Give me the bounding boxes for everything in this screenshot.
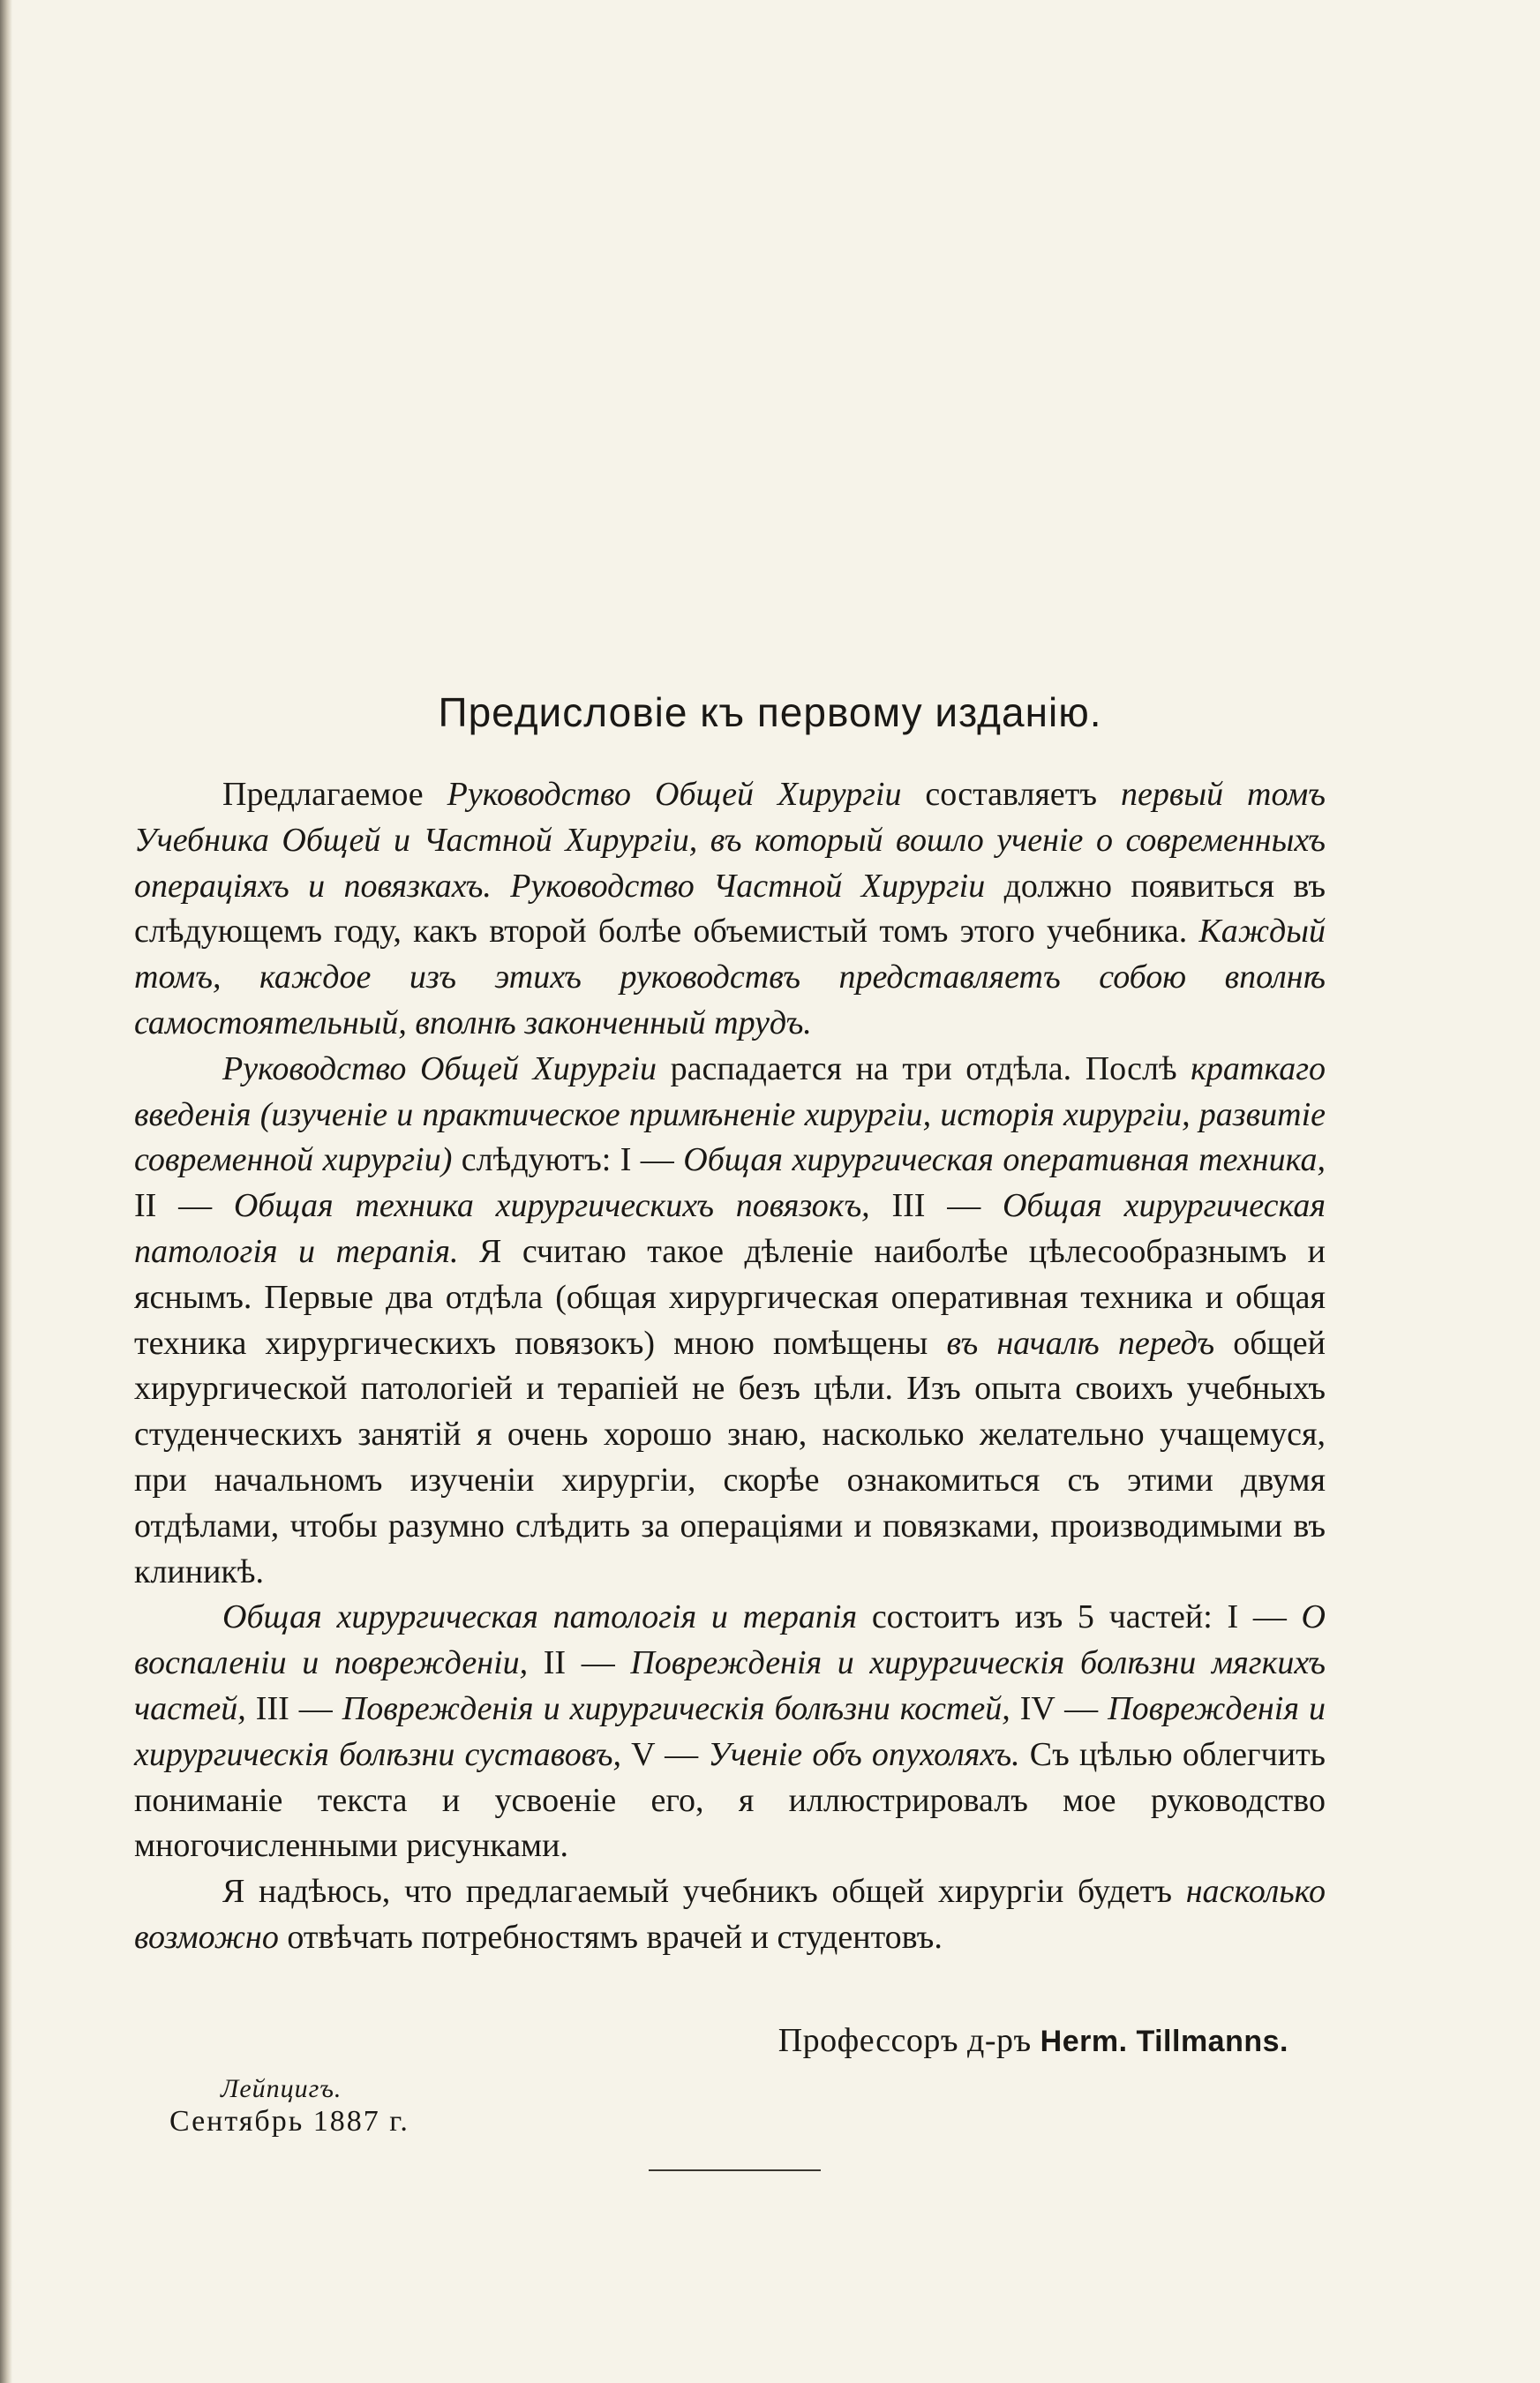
italic-text-run: Поврежденія и хирургическія болѣзни мягкихъ частей, (134, 1644, 1326, 1727)
italic-text-run: Общая хирургическая патологія и терапія. (134, 1187, 1326, 1270)
text-run: Предлагаемое (222, 776, 447, 813)
italic-text-run: Общая техника хирургическихъ повязокъ, (233, 1187, 870, 1225)
italic-text-run: Каждый томъ, каждое изъ этихъ руководствъ представляетъ собою вполнѣ самостоятельный, вполнѣ законченный трудъ. (134, 913, 1326, 1041)
italic-text-run: Ученіе объ опухоляхъ. (708, 1735, 1020, 1773)
text-run: слѣдуютъ: I — (452, 1141, 684, 1179)
italic-text-run: насколько возможно (134, 1873, 1326, 1956)
signature-name: Herm. Tillmanns. (1040, 2025, 1288, 2058)
text-run: III — (869, 1187, 1003, 1225)
text-run: Съ цѣлью облегчить пониманіе текста и усвоеніе его, я иллюстрировалъ мое руководство многочисленными рисунками. (134, 1735, 1326, 1865)
text-run: отвѣчать потребностямъ врачей и студентовъ. (278, 1918, 943, 1956)
italic-text-run: первый томъ Учебника Общей и Частной Хирургіи, въ который вошло ученіе о современныхъ операціяхъ и повязкахъ. Руководство Частной Хирургіи (134, 776, 1326, 905)
italic-text-run: Общая хирургическая патологія и терапія (222, 1598, 858, 1636)
text-run: IV — (1010, 1689, 1108, 1727)
preface-paragraph (134, 1047, 1326, 1596)
place-line: Лейпцигъ. (221, 2074, 342, 2103)
text-run: должно появиться въ слѣдующемъ году, какъ второй болѣе объемистый томъ этого учебника. (134, 867, 1326, 951)
preface-paragraph (134, 1595, 1326, 1869)
italic-text-run: Руководство Общей Хирургіи (222, 1049, 657, 1087)
preface-paragraph (134, 772, 1326, 1047)
author-signature (778, 2021, 1288, 2060)
text-run: III — (245, 1689, 342, 1727)
page-spine-shadow (0, 0, 12, 2383)
text-run: распадается на три отдѣла. Послѣ (657, 1049, 1191, 1087)
preface-paragraph (134, 1869, 1326, 1961)
italic-text-run: краткаго введенія (изученіе и практическое примѣненіе хирургіи, исторія хирургіи, развитіе современной хирургіи) (134, 1049, 1326, 1179)
text-run: состоитъ изъ 5 частей: I — (857, 1598, 1302, 1636)
italic-text-run: Общая хирургическая оперативная техника, (683, 1141, 1326, 1179)
text-run: V — (621, 1735, 709, 1773)
preface-body (134, 772, 1326, 1961)
italic-text-run: Руководство Общей Хирургіи (447, 776, 902, 813)
italic-text-run: О воспаленіи и поврежденіи, (134, 1598, 1326, 1682)
preface-title: Предисловіе къ первому изданію. (438, 689, 1102, 735)
italic-text-run: въ началѣ передъ (946, 1324, 1215, 1362)
date-line: Сентябрь 1887 г. (169, 2105, 409, 2138)
text-run: составляетъ (901, 776, 1121, 813)
text-run: Я надѣюсь, что предлагаемый учебникъ общей хирургіи будетъ (222, 1873, 1186, 1911)
text-run: II — (528, 1644, 631, 1682)
text-run: II — (134, 1187, 234, 1225)
italic-text-run: Поврежденія и хирургическія болѣзни костей, (342, 1689, 1010, 1727)
text-run: общей хирургической патологіей и терапіей не безъ цѣли. Изъ опыта своихъ учебныхъ студенческихъ занятій я очень хорошо знаю, насколько желательно учащемуся, при начальномъ изученіи хирургіи, скорѣе ознакомиться съ этими двумя отдѣлами, чтобы разумно слѣдить за операціями и повязками, производимыми въ клиникѣ. (134, 1324, 1326, 1590)
text-run: Я считаю такое дѣленіе наиболѣе цѣлесообразнымъ и яснымъ. Первые два отдѣла (общая хирургическая оперативная техника и общая техника хирургическихъ повязокъ) мною помѣщены (134, 1232, 1326, 1362)
italic-text-run: Поврежденія и хирургическія болѣзни суставовъ, (134, 1689, 1326, 1773)
closing-rule (649, 2169, 821, 2171)
signature-prefix: Профессоръ д-ръ (778, 2022, 1040, 2059)
